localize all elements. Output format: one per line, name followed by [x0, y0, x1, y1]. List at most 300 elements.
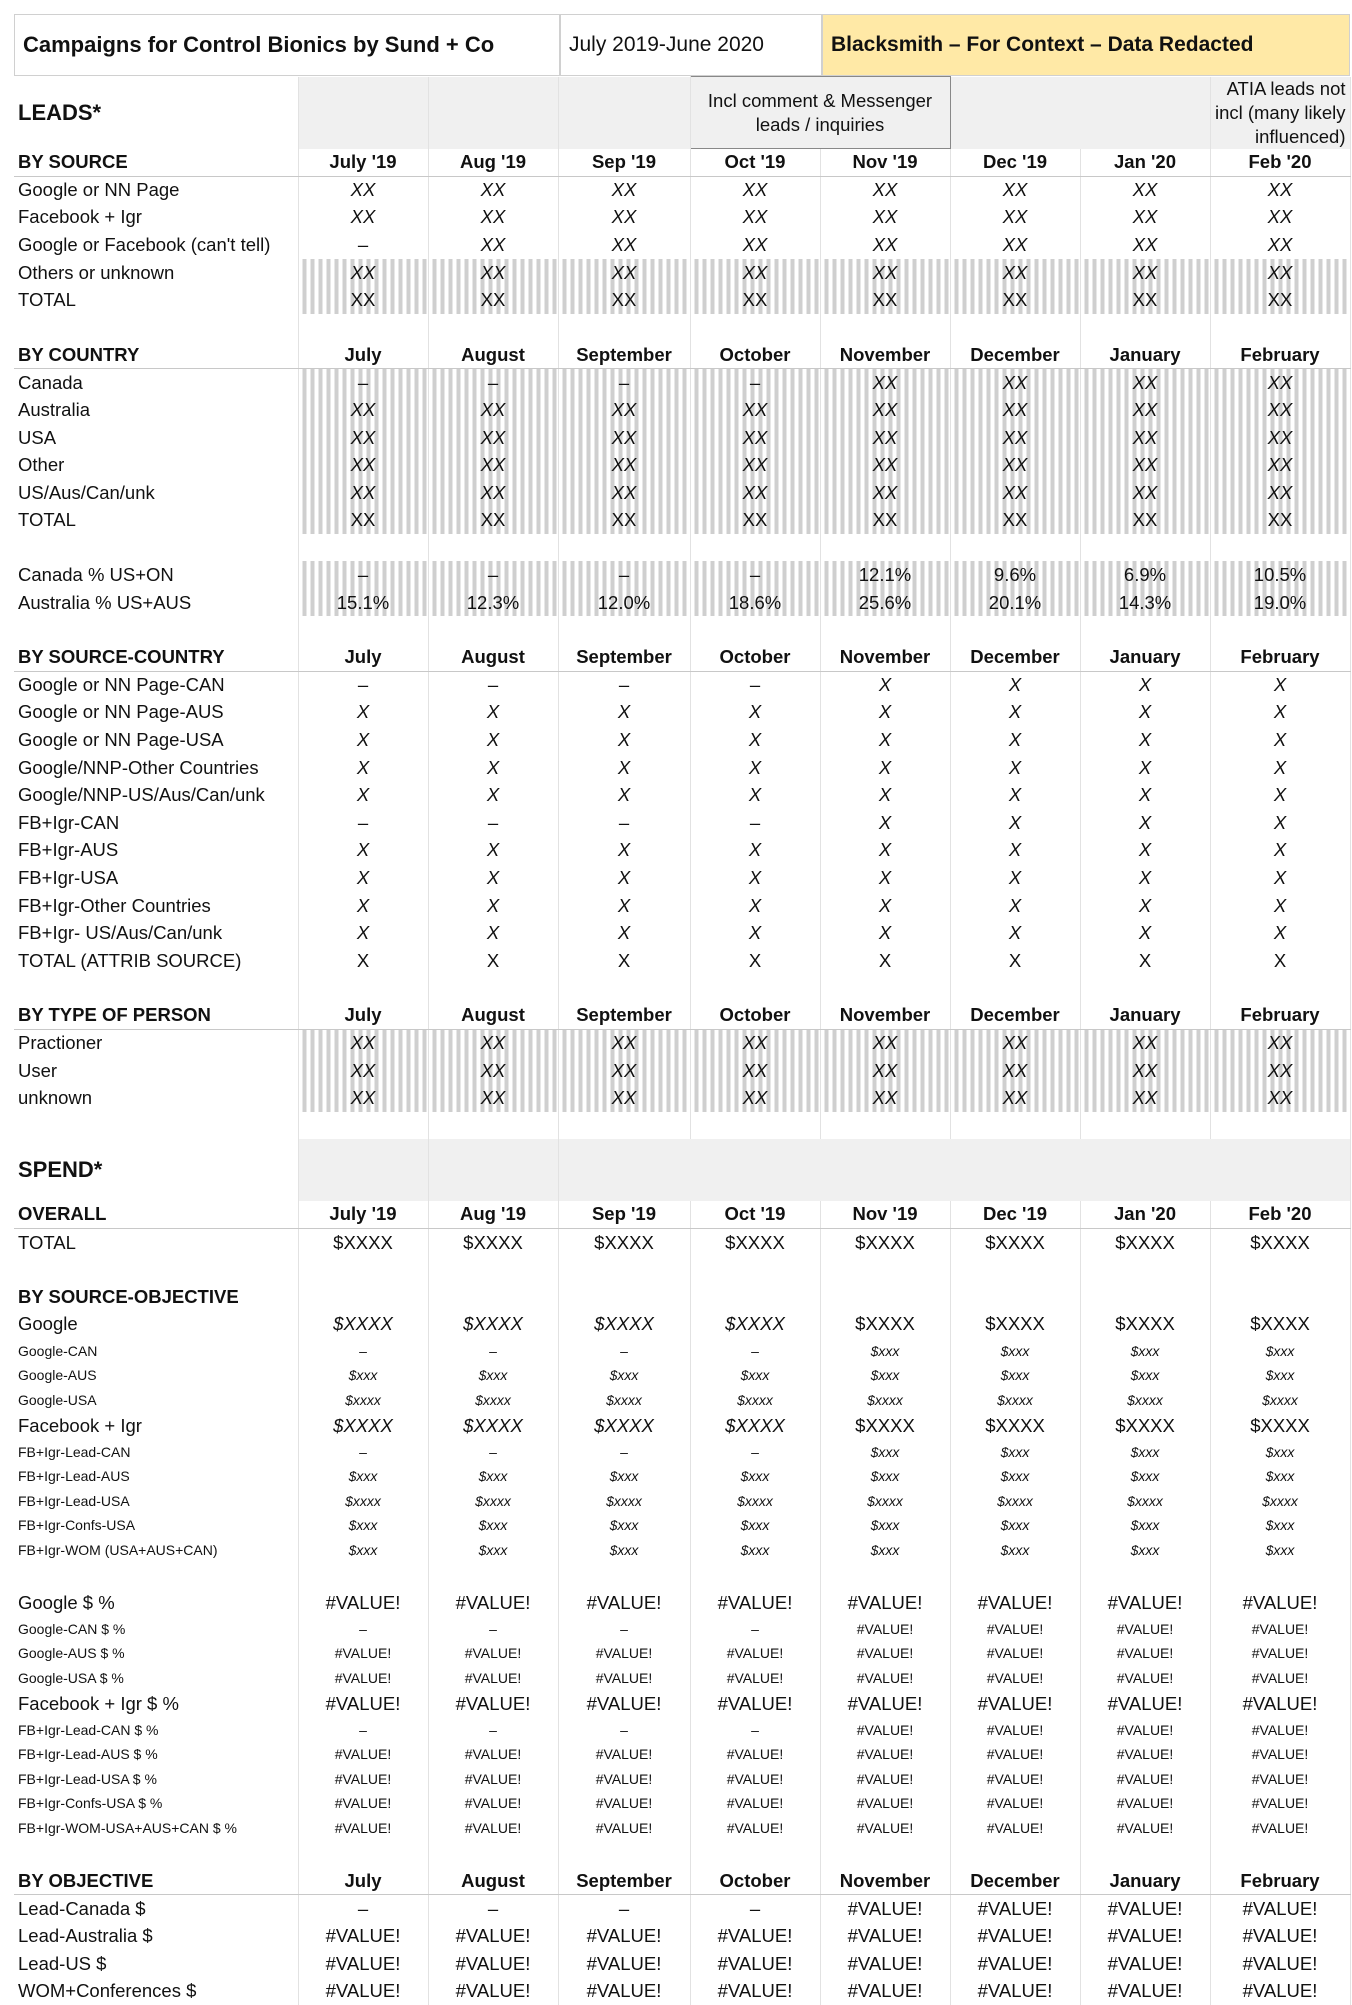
value-cell: XX [428, 396, 558, 424]
spend-title-row [14, 1139, 1350, 1201]
month-header: February [1210, 341, 1350, 369]
value-cell: X [1080, 671, 1210, 699]
table-row [14, 1977, 1350, 2005]
empty-cell [428, 314, 558, 341]
table-row [14, 479, 1350, 507]
value-cell: $xxx [950, 1513, 1080, 1538]
by-source-objective-header [14, 1283, 1350, 1311]
value-cell: XX [820, 176, 950, 204]
row-label: FB+Igr-Lead-AUS [14, 1464, 298, 1489]
section-title: BY SOURCE [14, 149, 298, 177]
value-cell: X [820, 781, 950, 809]
value-cell: #VALUE! [950, 1950, 1080, 1978]
month-header: July [298, 1002, 428, 1030]
empty-cell [690, 1562, 820, 1589]
table-row [14, 259, 1350, 287]
value-cell: XX [298, 1084, 428, 1112]
value-cell: $xxx [298, 1537, 428, 1562]
value-cell: #VALUE! [558, 1791, 690, 1816]
value-cell: XX [558, 176, 690, 204]
value-cell: $xxx [1080, 1537, 1210, 1562]
value-cell: #VALUE! [428, 1816, 558, 1841]
month-header: Aug '19 [428, 149, 558, 177]
table-row [14, 1537, 1350, 1562]
value-cell: 10.5% [1210, 561, 1350, 589]
row-label: FB+Igr-Lead-CAN [14, 1439, 298, 1464]
value-cell: #VALUE! [950, 1665, 1080, 1690]
month-header: September [558, 643, 690, 671]
value-cell: #VALUE! [820, 1665, 950, 1690]
value-cell: X [558, 892, 690, 920]
table-row [14, 892, 1350, 920]
row-label: FB+Igr-WOM (USA+AUS+CAN) [14, 1537, 298, 1562]
row-label: Google-USA $ % [14, 1665, 298, 1690]
value-cell: X [690, 837, 820, 865]
table-row [14, 589, 1350, 617]
empty-cell [1080, 314, 1210, 341]
value-cell: XX [558, 231, 690, 259]
empty-cell [1080, 1112, 1210, 1139]
value-cell: #VALUE! [1080, 1922, 1210, 1950]
value-cell: X [558, 754, 690, 782]
value-cell: XX [950, 176, 1080, 204]
value-cell: X [428, 754, 558, 782]
value-cell: X [428, 726, 558, 754]
value-cell: $xxx [1080, 1464, 1210, 1489]
value-cell: – [558, 1895, 690, 1923]
empty-cell [428, 975, 558, 1002]
row-label: Australia % US+AUS [14, 589, 298, 617]
spacer-row [14, 1840, 1350, 1867]
value-cell: #VALUE! [820, 1641, 950, 1666]
value-cell: XX [1080, 231, 1210, 259]
value-cell: X [298, 726, 428, 754]
empty-cell [820, 1256, 950, 1283]
value-cell: XX [1210, 451, 1350, 479]
empty-cell [950, 1562, 1080, 1589]
value-cell: XX [1080, 479, 1210, 507]
value-cell: $XXXX [690, 1229, 820, 1257]
value-cell: – [558, 809, 690, 837]
month-header: Sep '19 [558, 149, 690, 177]
value-cell: XX [558, 451, 690, 479]
month-header: November [820, 1867, 950, 1895]
value-cell: X [428, 919, 558, 947]
value-cell: XX [428, 286, 558, 314]
empty-cell [690, 616, 820, 643]
value-cell: #VALUE! [558, 1589, 690, 1617]
value-cell: XX [820, 231, 950, 259]
value-cell: $xxx [950, 1464, 1080, 1489]
table-row [14, 864, 1350, 892]
value-cell: XX [558, 479, 690, 507]
table-row [14, 1464, 1350, 1489]
value-cell: #VALUE! [1080, 1718, 1210, 1743]
spreadsheet [14, 14, 1350, 2005]
value-cell: #VALUE! [820, 1895, 950, 1923]
value-cell: – [690, 809, 820, 837]
value-cell: #VALUE! [950, 1922, 1080, 1950]
empty-cell [950, 1283, 1080, 1311]
empty-cell [1080, 1562, 1210, 1589]
month-header: January [1080, 643, 1210, 671]
value-cell: $XXXX [690, 1412, 820, 1440]
value-cell: #VALUE! [1080, 1589, 1210, 1617]
table-row [14, 1513, 1350, 1538]
value-cell: #VALUE! [950, 1641, 1080, 1666]
value-cell: X [298, 947, 428, 975]
value-cell: XX [820, 204, 950, 232]
value-cell: X [1080, 864, 1210, 892]
value-cell: X [820, 892, 950, 920]
value-cell: $XXXX [298, 1229, 428, 1257]
month-header: January [1080, 1867, 1210, 1895]
month-header: Oct '19 [690, 149, 820, 177]
empty-cell [558, 975, 690, 1002]
empty-cell [558, 616, 690, 643]
value-cell: #VALUE! [428, 1922, 558, 1950]
value-cell: – [298, 1439, 428, 1464]
value-cell: $xxx [690, 1464, 820, 1489]
value-cell: $xxxx [558, 1387, 690, 1412]
value-cell: X [428, 837, 558, 865]
value-cell: – [428, 1718, 558, 1743]
value-cell: X [820, 671, 950, 699]
value-cell: #VALUE! [1080, 1767, 1210, 1792]
value-cell: XX [1080, 369, 1210, 397]
empty-cell [820, 534, 950, 561]
value-cell: X [950, 919, 1080, 947]
value-cell: $xxxx [298, 1488, 428, 1513]
value-cell: $xxxx [950, 1488, 1080, 1513]
value-cell: – [298, 1718, 428, 1743]
value-cell: XX [690, 286, 820, 314]
value-cell: $xxx [950, 1338, 1080, 1363]
empty-cell [820, 975, 950, 1002]
sheet-context-note: Blacksmith – For Context – Data Redacted [822, 14, 1350, 76]
table-row [14, 1922, 1350, 1950]
empty-cell [950, 616, 1080, 643]
value-cell: 9.6% [950, 561, 1080, 589]
empty-cell [950, 1840, 1080, 1867]
value-cell: X [428, 892, 558, 920]
table-row [14, 507, 1350, 535]
spacer-row [14, 1562, 1350, 1589]
value-cell: #VALUE! [950, 1816, 1080, 1841]
row-label: Canada [14, 369, 298, 397]
value-cell: XX [1080, 286, 1210, 314]
empty-cell [298, 1283, 428, 1311]
value-cell: XX [428, 507, 558, 535]
empty-cell [1210, 1840, 1350, 1867]
value-cell: X [1210, 919, 1350, 947]
empty-cell [14, 534, 298, 561]
value-cell: X [558, 781, 690, 809]
value-cell: XX [950, 1029, 1080, 1057]
table-row [14, 176, 1350, 204]
value-cell: $xxxx [690, 1488, 820, 1513]
value-cell: #VALUE! [950, 1616, 1080, 1641]
value-cell: XX [1080, 1084, 1210, 1112]
value-cell: #VALUE! [558, 1977, 690, 2005]
spacer-row [14, 975, 1350, 1002]
value-cell: $xxx [950, 1363, 1080, 1388]
row-label: Google or NN Page [14, 176, 298, 204]
table-row [14, 809, 1350, 837]
month-header: Sep '19 [558, 1201, 690, 1229]
empty-cell [14, 1112, 298, 1139]
month-header: September [558, 341, 690, 369]
value-cell: XX [428, 231, 558, 259]
leads-title: LEADS* [14, 77, 298, 149]
value-cell: #VALUE! [1210, 1718, 1350, 1743]
section-title: BY COUNTRY [14, 341, 298, 369]
value-cell: X [690, 699, 820, 727]
row-label: FB+Igr-USA [14, 864, 298, 892]
month-header: February [1210, 1002, 1350, 1030]
row-label: Google or Facebook (can't tell) [14, 231, 298, 259]
value-cell: $xxx [428, 1464, 558, 1489]
value-cell: #VALUE! [428, 1977, 558, 2005]
value-cell: – [690, 1338, 820, 1363]
row-label: Google or NN Page-AUS [14, 699, 298, 727]
table-row [14, 369, 1350, 397]
value-cell: X [1080, 699, 1210, 727]
row-label: Lead-US $ [14, 1950, 298, 1978]
empty-cell [298, 616, 428, 643]
value-cell: $XXXX [558, 1412, 690, 1440]
value-cell: 12.1% [820, 561, 950, 589]
value-cell: XX [1080, 1029, 1210, 1057]
empty-cell [428, 1840, 558, 1867]
empty-cell [1080, 616, 1210, 643]
value-cell: $xxx [558, 1537, 690, 1562]
value-cell: #VALUE! [1210, 1950, 1350, 1978]
empty-cell [1210, 314, 1350, 341]
value-cell: #VALUE! [820, 1616, 950, 1641]
table-row [14, 1311, 1350, 1339]
value-cell: X [950, 754, 1080, 782]
value-cell: – [690, 671, 820, 699]
value-cell: #VALUE! [950, 1977, 1080, 2005]
value-cell: $xxx [820, 1464, 950, 1489]
value-cell: – [298, 1616, 428, 1641]
empty-cell [690, 975, 820, 1002]
value-cell: XX [428, 451, 558, 479]
empty-cell [298, 1562, 428, 1589]
by-source-country-header [14, 643, 1350, 671]
value-cell: $xxx [950, 1537, 1080, 1562]
value-cell: – [558, 1338, 690, 1363]
row-label: TOTAL [14, 286, 298, 314]
value-cell: X [950, 864, 1080, 892]
value-cell: $XXXX [1210, 1229, 1350, 1257]
value-cell: – [558, 561, 690, 589]
row-label: FB+Igr-Lead-AUS $ % [14, 1742, 298, 1767]
value-cell: #VALUE! [1210, 1977, 1350, 2005]
value-cell: #VALUE! [1080, 1641, 1210, 1666]
by-country-header [14, 341, 1350, 369]
value-cell: XX [950, 424, 1080, 452]
row-label: Google or NN Page-CAN [14, 671, 298, 699]
value-cell: #VALUE! [820, 1718, 950, 1743]
value-cell: XX [1210, 1084, 1350, 1112]
value-cell: 19.0% [1210, 589, 1350, 617]
table-row [14, 204, 1350, 232]
value-cell: X [950, 781, 1080, 809]
value-cell: $xxx [428, 1537, 558, 1562]
month-header: Dec '19 [950, 149, 1080, 177]
sheet-period: July 2019-June 2020 [560, 14, 822, 76]
value-cell: XX [690, 231, 820, 259]
value-cell: #VALUE! [558, 1767, 690, 1792]
value-cell: $xxx [1210, 1338, 1350, 1363]
value-cell: X [950, 726, 1080, 754]
value-cell: #VALUE! [950, 1767, 1080, 1792]
value-cell: 25.6% [820, 589, 950, 617]
month-header: January [1080, 1002, 1210, 1030]
spacer-row [14, 1112, 1350, 1139]
month-header: Aug '19 [428, 1201, 558, 1229]
sheet-title: Campaigns for Control Bionics by Sund + Co [14, 14, 560, 76]
value-cell: X [820, 726, 950, 754]
table-row [14, 1229, 1350, 1257]
empty-cell [820, 314, 950, 341]
value-cell: #VALUE! [690, 1641, 820, 1666]
value-cell: XX [1080, 1057, 1210, 1085]
value-cell: XX [690, 204, 820, 232]
value-cell: #VALUE! [1080, 1742, 1210, 1767]
empty-cell [558, 1562, 690, 1589]
value-cell: $xxxx [690, 1387, 820, 1412]
value-cell: $xxx [690, 1513, 820, 1538]
by-type-header [14, 1002, 1350, 1030]
month-header: August [428, 643, 558, 671]
value-cell: XX [950, 507, 1080, 535]
table-row [14, 451, 1350, 479]
row-label: Google-CAN $ % [14, 1616, 298, 1641]
value-cell: – [298, 809, 428, 837]
empty-cell [298, 1112, 428, 1139]
value-cell: X [558, 837, 690, 865]
value-cell: $xxx [1210, 1464, 1350, 1489]
table-row [14, 424, 1350, 452]
month-header: November [820, 341, 950, 369]
value-cell: #VALUE! [298, 1742, 428, 1767]
value-cell: XX [558, 1029, 690, 1057]
value-cell: #VALUE! [820, 1589, 950, 1617]
empty-cell [950, 77, 1210, 149]
value-cell: $XXXX [820, 1229, 950, 1257]
value-cell: XX [690, 176, 820, 204]
month-header: August [428, 1002, 558, 1030]
value-cell: XX [1210, 1029, 1350, 1057]
empty-cell [558, 1112, 690, 1139]
value-cell: $xxx [1210, 1537, 1350, 1562]
table-row [14, 1387, 1350, 1412]
value-cell: XX [690, 507, 820, 535]
value-cell: – [690, 1718, 820, 1743]
value-cell: #VALUE! [950, 1742, 1080, 1767]
value-cell: 12.0% [558, 589, 690, 617]
value-cell: #VALUE! [820, 1690, 950, 1718]
value-cell: X [428, 699, 558, 727]
value-cell: – [690, 561, 820, 589]
value-cell: #VALUE! [298, 1977, 428, 2005]
month-header: February [1210, 643, 1350, 671]
row-label: Facebook + Igr $ % [14, 1690, 298, 1718]
empty-cell [1210, 1256, 1350, 1283]
leads-note-comments: Incl comment & Messenger leads / inquiries [690, 77, 950, 149]
value-cell: XX [558, 286, 690, 314]
empty-cell [690, 1840, 820, 1867]
value-cell: #VALUE! [690, 1742, 820, 1767]
value-cell: #VALUE! [820, 1922, 950, 1950]
empty-cell [690, 534, 820, 561]
table-row [14, 1690, 1350, 1718]
row-label: FB+Igr-Confs-USA $ % [14, 1791, 298, 1816]
value-cell: XX [1210, 286, 1350, 314]
value-cell: #VALUE! [1080, 1977, 1210, 2005]
value-cell: X [1210, 726, 1350, 754]
value-cell: $xxx [298, 1464, 428, 1489]
value-cell: X [950, 671, 1080, 699]
value-cell: XX [950, 204, 1080, 232]
value-cell: X [1210, 892, 1350, 920]
value-cell: XX [950, 396, 1080, 424]
month-header: October [690, 341, 820, 369]
value-cell: – [298, 1338, 428, 1363]
month-header: July [298, 643, 428, 671]
empty-cell [820, 1283, 950, 1311]
value-cell: XX [428, 204, 558, 232]
value-cell: X [428, 781, 558, 809]
empty-cell [428, 1283, 558, 1311]
value-cell: XX [298, 286, 428, 314]
row-label: Google-AUS $ % [14, 1641, 298, 1666]
row-label: FB+Igr-WOM-USA+AUS+CAN $ % [14, 1816, 298, 1841]
value-cell: $xxxx [1210, 1488, 1350, 1513]
value-cell: #VALUE! [820, 1742, 950, 1767]
spacer-row [14, 1256, 1350, 1283]
value-cell: #VALUE! [298, 1922, 428, 1950]
value-cell: – [428, 561, 558, 589]
table-row [14, 1589, 1350, 1617]
month-header: November [820, 1002, 950, 1030]
value-cell: #VALUE! [1210, 1742, 1350, 1767]
empty-cell [298, 534, 428, 561]
row-label: WOM+Conferences $ [14, 1977, 298, 2005]
value-cell: XX [950, 479, 1080, 507]
empty-cell [690, 1112, 820, 1139]
value-cell: – [428, 1439, 558, 1464]
row-label: Facebook + Igr [14, 1412, 298, 1440]
value-cell: #VALUE! [690, 1950, 820, 1978]
value-cell: XX [1210, 1057, 1350, 1085]
value-cell: XX [820, 286, 950, 314]
value-cell: XX [298, 451, 428, 479]
value-cell: #VALUE! [428, 1665, 558, 1690]
value-cell: $xxx [298, 1363, 428, 1388]
value-cell: X [1080, 919, 1210, 947]
value-cell: XX [428, 1057, 558, 1085]
value-cell: $xxx [950, 1439, 1080, 1464]
value-cell: X [1080, 947, 1210, 975]
value-cell: XX [690, 259, 820, 287]
value-cell: XX [690, 1057, 820, 1085]
value-cell: $xxx [558, 1464, 690, 1489]
table-row [14, 1057, 1350, 1085]
